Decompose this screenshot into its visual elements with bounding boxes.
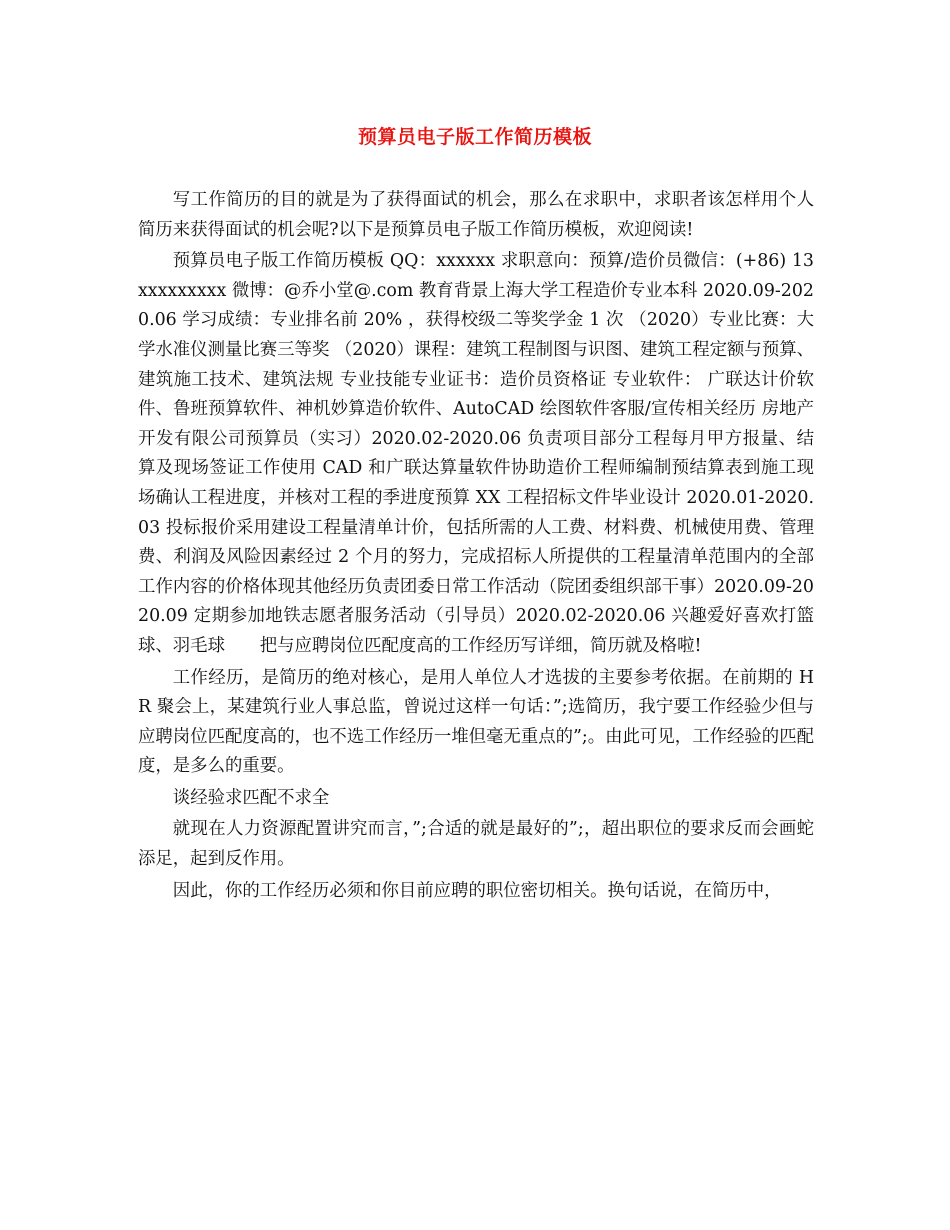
document-title: 预算员电子版工作简历模板	[357, 126, 592, 148]
document-body	[138, 186, 814, 908]
paragraph-subheading: 谈经验求匹配不求全	[172, 787, 330, 808]
paragraph-conclusion: 因此，你的工作经历必须和你目前应聘的职位密切相关。换句话说，在简历中，	[172, 880, 782, 901]
paragraph-work-experience: 工作经历，是简历的绝对核心，是用人单位人才选拔的主要参考依据。在前期的 HR 聚会上，某建筑行业人事总监，曾说过这样一句话：”;选简历，我宁要工作经验少但与应聘岗位匹配度高的，也不选工作经历一堆但毫无重点的”;。由此可见，工作经验的匹配度，是多么的重要。	[138, 667, 814, 777]
paragraph-resume-template: 预算员电子版工作简历模板 QQ：xxxxxx 求职意向：预算/造价员微信：(+86) 13xxxxxxxxx 微博：@乔小堂@.com 教育背景上海大学工程造价专业本科 2020.09-2020.06 学习成绩：专业排名前 20% ，获得校级二等奖学金 1 次 （2020）专业比赛：大学水准仪测量比赛三等奖 （2020）课程：建筑工程制图与识图、建筑工程定额与预算、建筑施工技术、建筑法规 专业技能专业证书：造价员资格证 专业软件： 广联达计价软件、鲁班预算软件、神机妙算造价软件、AutoCAD 绘图软件客服/宣传相关经历 房地产开发有限公司预算员（实习）2020.02-2020.06 负责项目部分工程每月甲方报量、结算及现场签证工作使用 CAD 和广联达算量软件协助造价工程师编制预结算表到施工现场确认工程进度，并核对工程的季进度预算 XX 工程招标文件毕业设计 2020.01-2020.03 投标报价采用建设工程量清单计价，包括所需的人工费、材料费、机械使用费、管理费、利润及风险因素经过 2 个月的努力，完成招标人所提供的工程量清单范围内的全部工作内容的价格体现其他经历负责团委日常工作活动（院团委组织部干事）2020.09-2020.09 定期参加地铁志愿者服务活动（引导员）2020.02-2020.06 兴趣爱好喜欢打篮球、羽毛球 把与应聘岗位匹配度高的工作经历写详细，简历就及格啦!	[138, 251, 814, 656]
paragraph-intro: 写工作简历的目的就是为了获得面试的机会，那么在求职中，求职者该怎样用个人简历来获得面试的机会呢?以下是预算员电子版工作简历模板，欢迎阅读!	[138, 190, 814, 240]
paragraph-hr-config: 就现在人力资源配置讲究而言，”;合适的就是最好的”;，超出职位的要求反而会画蛇添足，起到反作用。	[138, 819, 814, 870]
